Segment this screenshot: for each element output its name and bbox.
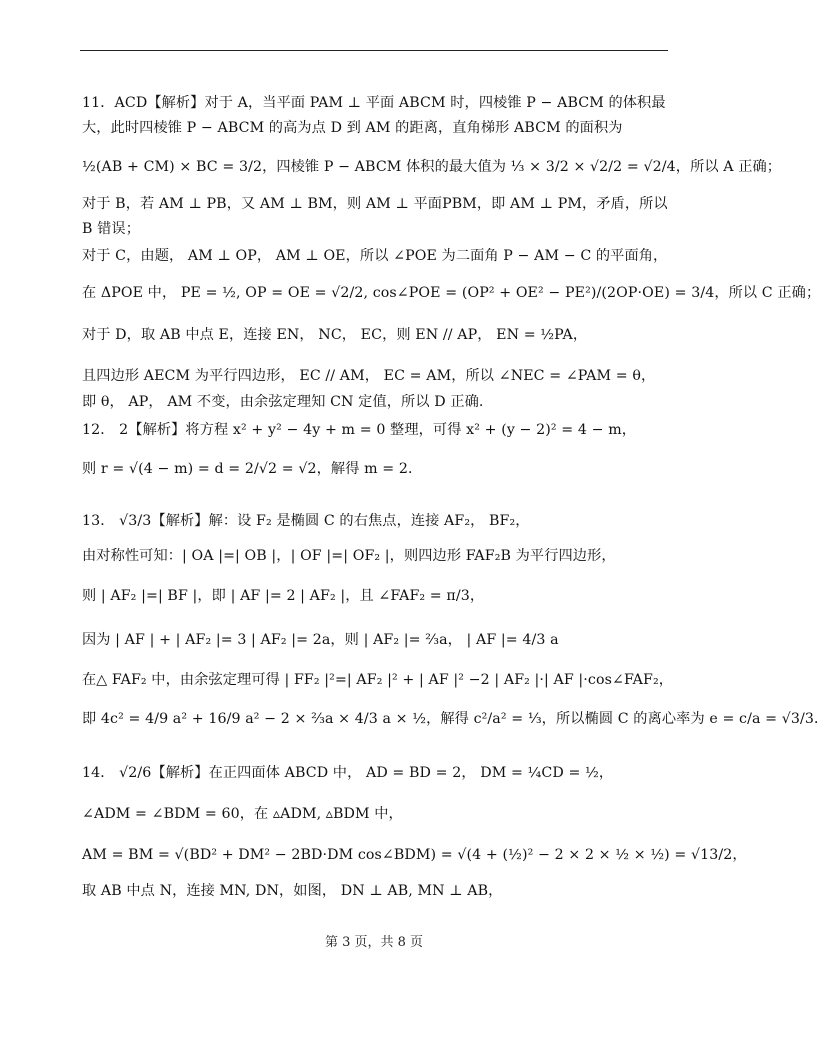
text-line: 在△ FAF₂ 中，由余弦定理可得 | FF₂ |²=| AF₂ |² + | AF |² −2 | AF₂ |·| AF |·cos∠FAF₂， <box>82 672 674 688</box>
text-line: 则 r = √(4 − m) = d = 2/√2 = √2，解得 m = 2． <box>82 461 423 477</box>
text-line: 对于 B，若 AM ⊥ PB，又 AM ⊥ BM，则 AM ⊥ 平面PBM，即 AM ⊥ PM，矛盾，所以 <box>82 196 668 212</box>
text-line: ∠ADM = ∠BDM = 60，在 ▵ADM, ▵BDM 中， <box>82 806 403 822</box>
text-line: 即 4c² = 4/9 a² + 16/9 a² − 2 × ⅔a × 4/3 a × ½，解得 c²/a² = ⅓，所以椭圆 C 的离心率为 e = c/a = √3/3． <box>82 711 828 727</box>
page-footer: 第 3 页，共 8 页 <box>324 935 424 950</box>
text-line: 即 θ， AP， AM 不变，由余弦定理知 CN 定值，所以 D 正确. <box>82 394 484 410</box>
text-line: 对于 C，由题， AM ⊥ OP， AM ⊥ OE，所以 ∠POE 为二面角 P − AM − C 的平面角， <box>82 248 668 264</box>
text-line: 由对称性可知：| OA |=| OB |，| OF |=| OF₂ |，则四边形 FAF₂B 为平行四边形， <box>82 548 616 564</box>
text-line: 取 AB 中点 N，连接 MN, DN，如图， DN ⊥ AB, MN ⊥ AB， <box>82 883 503 899</box>
text-line: 则 | AF₂ |=| BF |，即 | AF |= 2 | AF₂ |，且 ∠FAF₂ = π/3， <box>82 588 485 604</box>
text-line: B 错误； <box>82 221 140 237</box>
text-line: 大，此时四棱锥 P − ABCM 的高为点 D 到 AM 的距离，直角梯形 ABCM 的面积为 <box>82 120 623 136</box>
text-line: 对于 D，取 AB 中点 E，连接 EN， NC， EC，则 EN // AP， EN = ½PA， <box>82 327 588 343</box>
header-rule <box>80 50 668 51</box>
text-line: 且四边形 AECM 为平行四边形， EC // AM， EC = AM，所以 ∠NEC = ∠PAM = θ， <box>82 368 656 384</box>
text-line: 因为 | AF | + | AF₂ |= 3 | AF₂ |= 2a，则 | AF₂ |= ⅔a， | AF |= 4/3 a <box>82 632 559 648</box>
text-line: 13． √3/3【解析】解：设 F₂ 是椭圆 C 的右焦点，连接 AF₂， BF₂， <box>82 513 530 529</box>
text-line: AM = BM = √(BD² + DM² − 2BD·DM cos∠BDM) = √(4 + (½)² − 2 × 2 × ½ × ½) = √13/2， <box>82 847 747 863</box>
text-line: 14． √2/6【解析】在正四面体 ABCD 中， AD = BD = 2， DM = ¼CD = ½， <box>82 765 614 781</box>
text-line: 11．ACD【解析】对于 A，当平面 PAM ⊥ 平面 ABCM 时，四棱锥 P − ABCM 的体积最 <box>82 95 666 111</box>
text-line: 12． 2【解析】将方程 x² + y² − 4y + m = 0 整理，可得 x² + (y − 2)² = 4 − m， <box>82 422 637 438</box>
text-line: ½(AB + CM) × BC = 3/2，四棱锥 P − ABCM 体积的最大值为 ⅓ × 3/2 × √2/2 = √2/4，所以 A 正确； <box>82 159 782 175</box>
text-line: 在 ΔPOE 中， PE = ½, OP = OE = √2/2, cos∠POE = (OP² + OE² − PE²)/(2OP·OE) = 3/4，所以 C 正确； <box>82 285 821 301</box>
